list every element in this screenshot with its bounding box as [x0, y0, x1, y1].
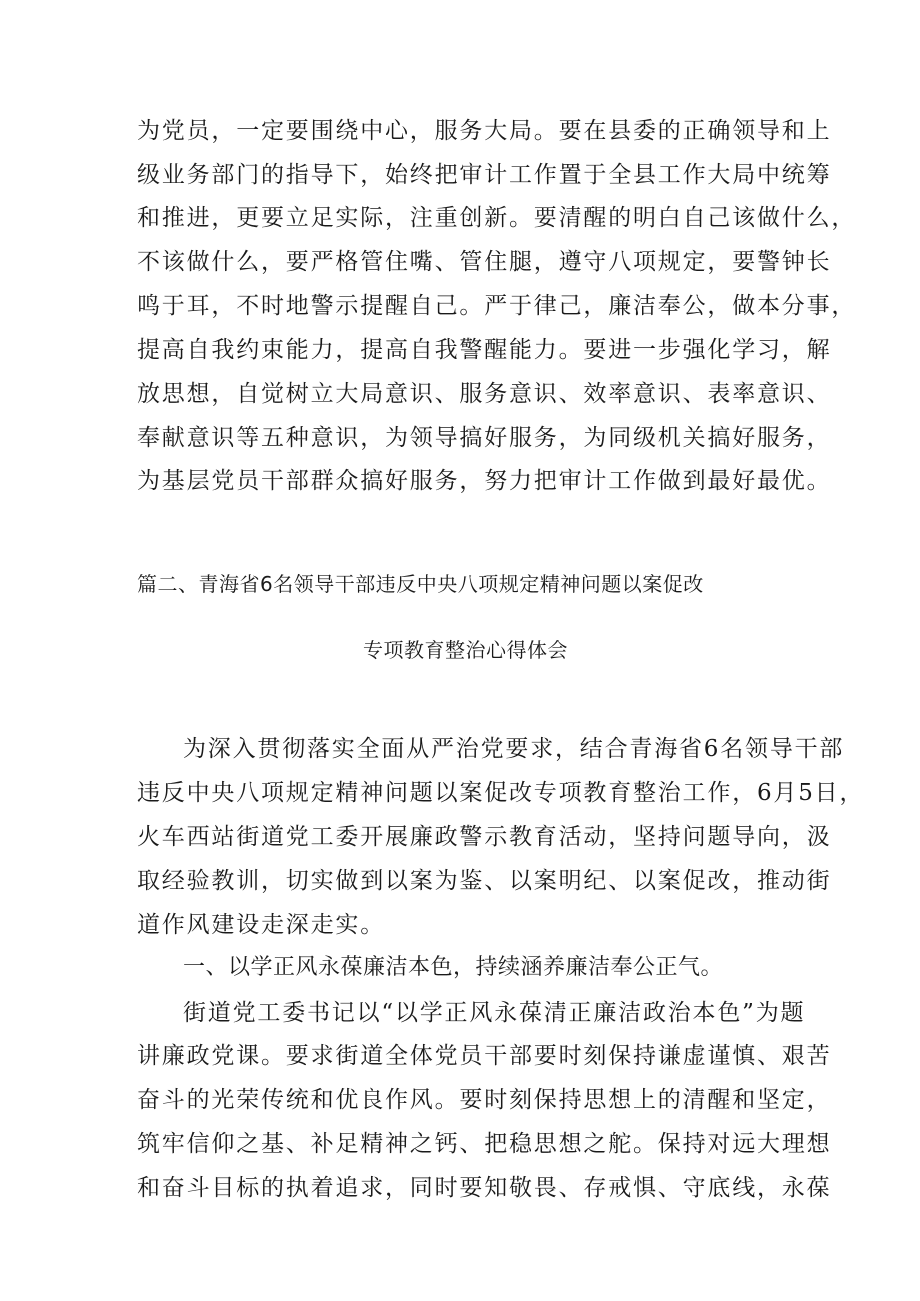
paragraph-line: 放思想，自觉树立大局意识、服务意识、效率意识、表率意识、	[137, 381, 832, 407]
paragraph-line: 取经验教训，切实做到以案为鉴、以案明纪、以案促改，推动街	[137, 868, 832, 894]
paragraph-line: 鸣于耳，不时地警示提醒自己。严于律己，廉洁奉公，做本分事，	[137, 293, 857, 319]
paragraph-line: 提高自我约束能力，提高自我警醒能力。要进一步强化学习，解	[137, 337, 832, 363]
paragraph-line: 火车西站街道党工委开展廉政警示教育活动，坚持问题导向，汲	[137, 824, 832, 850]
paragraph-line: 奉献意识等五种意识，为领导搞好服务，为同级机关搞好服务，	[137, 425, 832, 451]
section-title-line-1: 篇二、青海省6名领导干部违反中央八项规定精神问题以案促改	[137, 572, 704, 596]
paragraph-line: 筑牢信仰之基、补足精神之钙、把稳思想之舵。保持对远大理想	[137, 1131, 832, 1157]
section-title-line-2: 专项教育整治心得体会	[363, 638, 568, 662]
paragraph-line: 道作风建设走深走实。	[137, 912, 385, 938]
paragraph-line: 为基层党员干部群众搞好服务，努力把审计工作做到最好最优。	[137, 468, 832, 494]
paragraph-line: 为深入贯彻落实全面从严治党要求，结合青海省6名领导干部	[183, 736, 845, 762]
paragraph-line: 和奋斗目标的执着追求，同时要知敬畏、存戒惧、守底线，永葆	[137, 1175, 832, 1201]
paragraph-line: 和推进，更要立足实际，注重创新。要清醒的明白自己该做什么，	[137, 205, 857, 231]
paragraph-line: 讲廉政党课。要求街道全体党员干部要时刻保持谦虚谨慎、艰苦	[137, 1043, 832, 1069]
sub-heading: 一、以学正风永葆廉洁本色，持续涵养廉洁奉公正气。	[183, 955, 724, 980]
paragraph-line: 不该做什么，要严格管住嘴、管住腿，遵守八项规定，要警钟长	[137, 249, 832, 275]
paragraph-line: 级业务部门的指导下，始终把审计工作置于全县工作大局中统筹	[137, 162, 832, 188]
paragraph-line: 街道党工委书记以“以学正风永葆清正廉洁政治本色”为题	[183, 1000, 806, 1026]
paragraph-line: 奋斗的光荣传统和优良作风。要时刻保持思想上的清醒和坚定，	[137, 1087, 832, 1113]
paragraph-line: 违反中央八项规定精神问题以案促改专项教育整治工作，6月5日，	[137, 780, 865, 806]
paragraph-line: 为党员，一定要围绕中心，服务大局。要在县委的正确领导和上	[137, 118, 832, 144]
